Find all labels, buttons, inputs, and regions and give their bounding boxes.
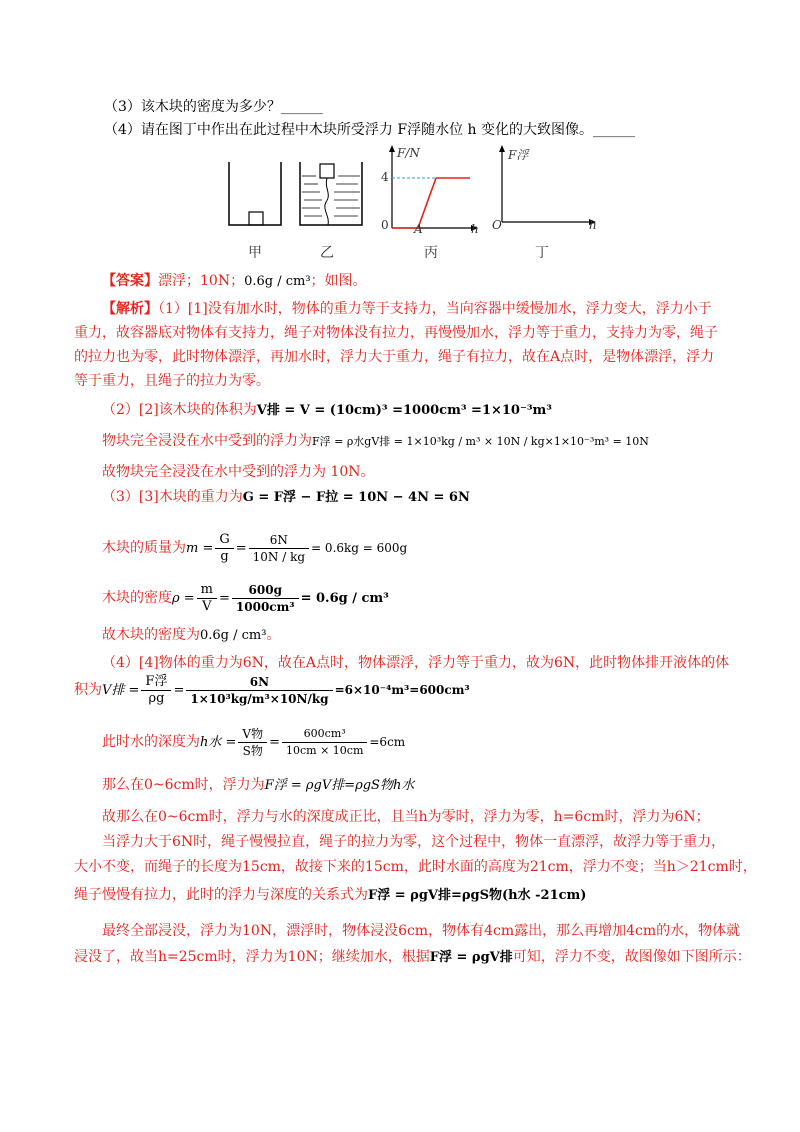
ding-x-axis-label: h	[589, 218, 597, 232]
p4-h-den1: S物	[242, 743, 263, 758]
answer-end: ；如图。	[310, 273, 367, 289]
p4-h-prefix: 此时水的深度为	[102, 734, 200, 750]
analysis-p1-line2: 重力，故容器底对物体有支持力，绳子对物体没有拉力，再慢慢加水，浮力等于重力，支持力为零，绳子	[74, 325, 718, 341]
p4-v-fraction-2	[186, 674, 332, 707]
question-4: （4）请在图丁中作出在此过程中木块所受浮力 F浮随水位 h 变化的大致图像。______	[104, 122, 635, 138]
analysis-p3-end	[102, 626, 280, 645]
mass-num2: 6N	[249, 532, 309, 549]
density-rhs: = 0.6g / cm³	[300, 591, 389, 606]
density-eq: =	[219, 591, 230, 606]
p4-h-num2: 600cm³	[282, 726, 367, 743]
ding-origin-label: O	[492, 218, 502, 232]
p2-prefix: （2）[2]该木块的体积为	[102, 402, 257, 418]
figure-ding-graph	[490, 142, 600, 238]
mass-num1: G	[215, 532, 233, 549]
answer-label: 【答案】	[102, 273, 158, 289]
p4-h-num1: V物	[238, 726, 267, 743]
p4-v-fraction-1	[141, 674, 171, 707]
bing-point-a-label: A	[414, 222, 423, 236]
p4-f-formula: F浮 = ρgV排=ρgS物h水	[264, 778, 415, 793]
rope	[325, 178, 328, 225]
analysis-mass-line	[102, 528, 407, 569]
question-3: （3）该木块的密度为多少？______	[104, 99, 323, 115]
analysis-p4-line9: 最终全部浸没，浮力为10N，漂浮时，物体浸没6cm，物体有4cm露出，那么再增加4cm的水，物体就	[102, 923, 741, 939]
wood-block	[249, 212, 263, 225]
density-num1: m	[197, 582, 217, 599]
bing-x-axis-label: h	[471, 222, 479, 236]
p3-prefix: （3）[3]木块的重力为	[102, 489, 243, 505]
analysis-p4-line6: 当浮力大于6N时，绳子慢慢拉直，绳子的拉力为零，这个过程中，物体一直漂浮，故浮力等于重力，	[102, 834, 726, 850]
p4-l10-suffix: 可知，浮力不变，故图像如下图所示：	[512, 949, 751, 965]
bing-origin-label: 0	[381, 218, 389, 232]
floating-block	[320, 164, 334, 178]
p4-h-fraction-2	[282, 726, 367, 759]
buoyancy-formula: F浮 = ρ水gV排 = 1×10³kg / m³ × 10N / kg×1×10⁻³m³ = 10N	[312, 435, 649, 448]
analysis-p4-line10	[74, 948, 751, 967]
p3-end-value: 0.6g / cm³	[200, 628, 267, 643]
mass-lhs: m =	[186, 541, 214, 556]
analysis-p1-line3: 的拉力也为零，此时物体漂浮，再加水时，浮力大于重力，绳子有拉力，故在A点时，是物体漂浮，浮力	[74, 349, 715, 365]
figure-label-jia: 甲	[248, 245, 262, 261]
analysis-p4-line4	[102, 776, 414, 795]
p4-v-den1: ρg	[148, 690, 165, 706]
p4-v-num2: 6N	[186, 674, 332, 691]
p4-h-eq: =	[269, 735, 280, 750]
p4-l10-formula: F浮 = ρgV排	[429, 950, 513, 965]
p4-v-eq: =	[173, 683, 185, 698]
density-lhs: ρ =	[172, 591, 195, 606]
ding-y-axis-label: F浮	[508, 148, 529, 162]
density-prefix: 木块的密度	[102, 590, 172, 606]
p4-h-den2: 10cm × 10cm	[285, 743, 364, 757]
p4-l8-formula: F浮 = ρgV排=ρgS物(h水 -21cm)	[368, 888, 587, 903]
analysis-p4-line7: 大小不变，而绳子的长度为15cm，故接下来的15cm，此时水面的高度为21cm，浮力不变；当h＞21cm时，	[74, 859, 757, 875]
analysis-p2-line3: 故物块完全浸没在水中受到的浮力为 10N。	[102, 464, 375, 480]
analysis-p4-depth-line	[102, 722, 405, 763]
p3-end-suffix: 。	[266, 627, 281, 643]
p4-h-rhs: =6cm	[369, 735, 406, 749]
analysis-label: 【解析】	[102, 301, 158, 317]
analysis-p4-line8	[74, 886, 586, 905]
density-num2: 600g	[232, 582, 299, 599]
figure-label-ding: 丁	[535, 245, 549, 261]
p4-v-lhs: V排 =	[102, 683, 140, 698]
analysis-p2-line2	[102, 432, 649, 451]
mass-fraction-2	[249, 532, 309, 565]
p4-l8-prefix: 绳子慢慢有拉力，此时的浮力与深度的关系式为	[74, 887, 368, 903]
p4-f-prefix: 那么在0~6cm时，浮力为	[102, 777, 265, 793]
answer-line	[102, 272, 367, 291]
analysis-density-line	[102, 578, 389, 619]
figure-label-bing: 丙	[424, 245, 438, 261]
volume-formula: V排 = V = (10cm)³ =1000cm³ =1×10⁻³m³	[256, 403, 552, 418]
figure-label-yi: 乙	[320, 245, 334, 261]
p4-v-num1: F浮	[141, 674, 171, 691]
figure-bing-graph	[380, 142, 480, 238]
p4-h-fraction-1	[238, 726, 267, 759]
mass-den2: 10N / kg	[252, 549, 306, 564]
mass-prefix: 木块的质量为	[102, 540, 186, 556]
analysis-p4-line5: 故那么在0~6cm时，浮力与水的深度成正比，且当h为零时，浮力为零，h=6cm时，浮力为6N；	[102, 809, 710, 825]
bing-value-label: 4	[381, 170, 389, 184]
analysis-text: （1）[1]没有加水时，物体的重力等于支持力，当向容器中缓慢加水，浮力变大，浮力小于	[158, 301, 712, 317]
mass-den1: g	[220, 548, 229, 564]
density-fraction-1	[197, 582, 217, 615]
density-fraction-2	[232, 582, 299, 615]
p4-h-lhs: h水 =	[200, 735, 237, 750]
answer-density: 0.6g / cm³	[244, 274, 311, 289]
analysis-p4-volume-line	[74, 670, 470, 711]
density-den2: 1000cm³	[235, 599, 295, 614]
p3-end-prefix: 故木块的密度为	[102, 627, 200, 643]
mass-rhs: = 0.6kg = 600g	[311, 541, 408, 555]
analysis-p1-line4: 等于重力，且绳子的拉力为零。	[74, 373, 270, 389]
p4-v-den2: 1×10³kg/m³×10N/kg	[190, 691, 329, 706]
gravity-formula: G = F浮 − F拉 = 10N − 4N = 6N	[242, 490, 470, 505]
analysis-p4-line1: （4）[4]物体的重力为6N，故在A点时，物体漂浮，浮力等于重力，故为6N，此时物体排开液体的体	[102, 655, 730, 671]
figure-yi-container	[296, 160, 366, 230]
analysis-p1-line1	[102, 300, 712, 318]
p4-l2-prefix: 积为	[74, 682, 102, 698]
p4-l10-prefix: 浸没了，故当h=25cm时，浮力为10N；继续加水，根据	[74, 949, 430, 965]
p4-v-rhs: =6×10⁻⁴m³=600cm³	[334, 683, 470, 697]
mass-fraction-1	[215, 532, 233, 565]
mass-eq: =	[235, 541, 247, 556]
bing-y-axis-label: F/N	[397, 146, 420, 160]
analysis-p2-line1	[102, 401, 552, 420]
analysis-p3-line1	[102, 488, 470, 507]
p2-l2-prefix: 物块完全浸没在水中受到的浮力为	[102, 433, 312, 449]
answer-text: 漂浮；10N；	[158, 273, 245, 289]
density-den1: V	[202, 598, 212, 614]
figure-jia-container	[225, 160, 285, 230]
